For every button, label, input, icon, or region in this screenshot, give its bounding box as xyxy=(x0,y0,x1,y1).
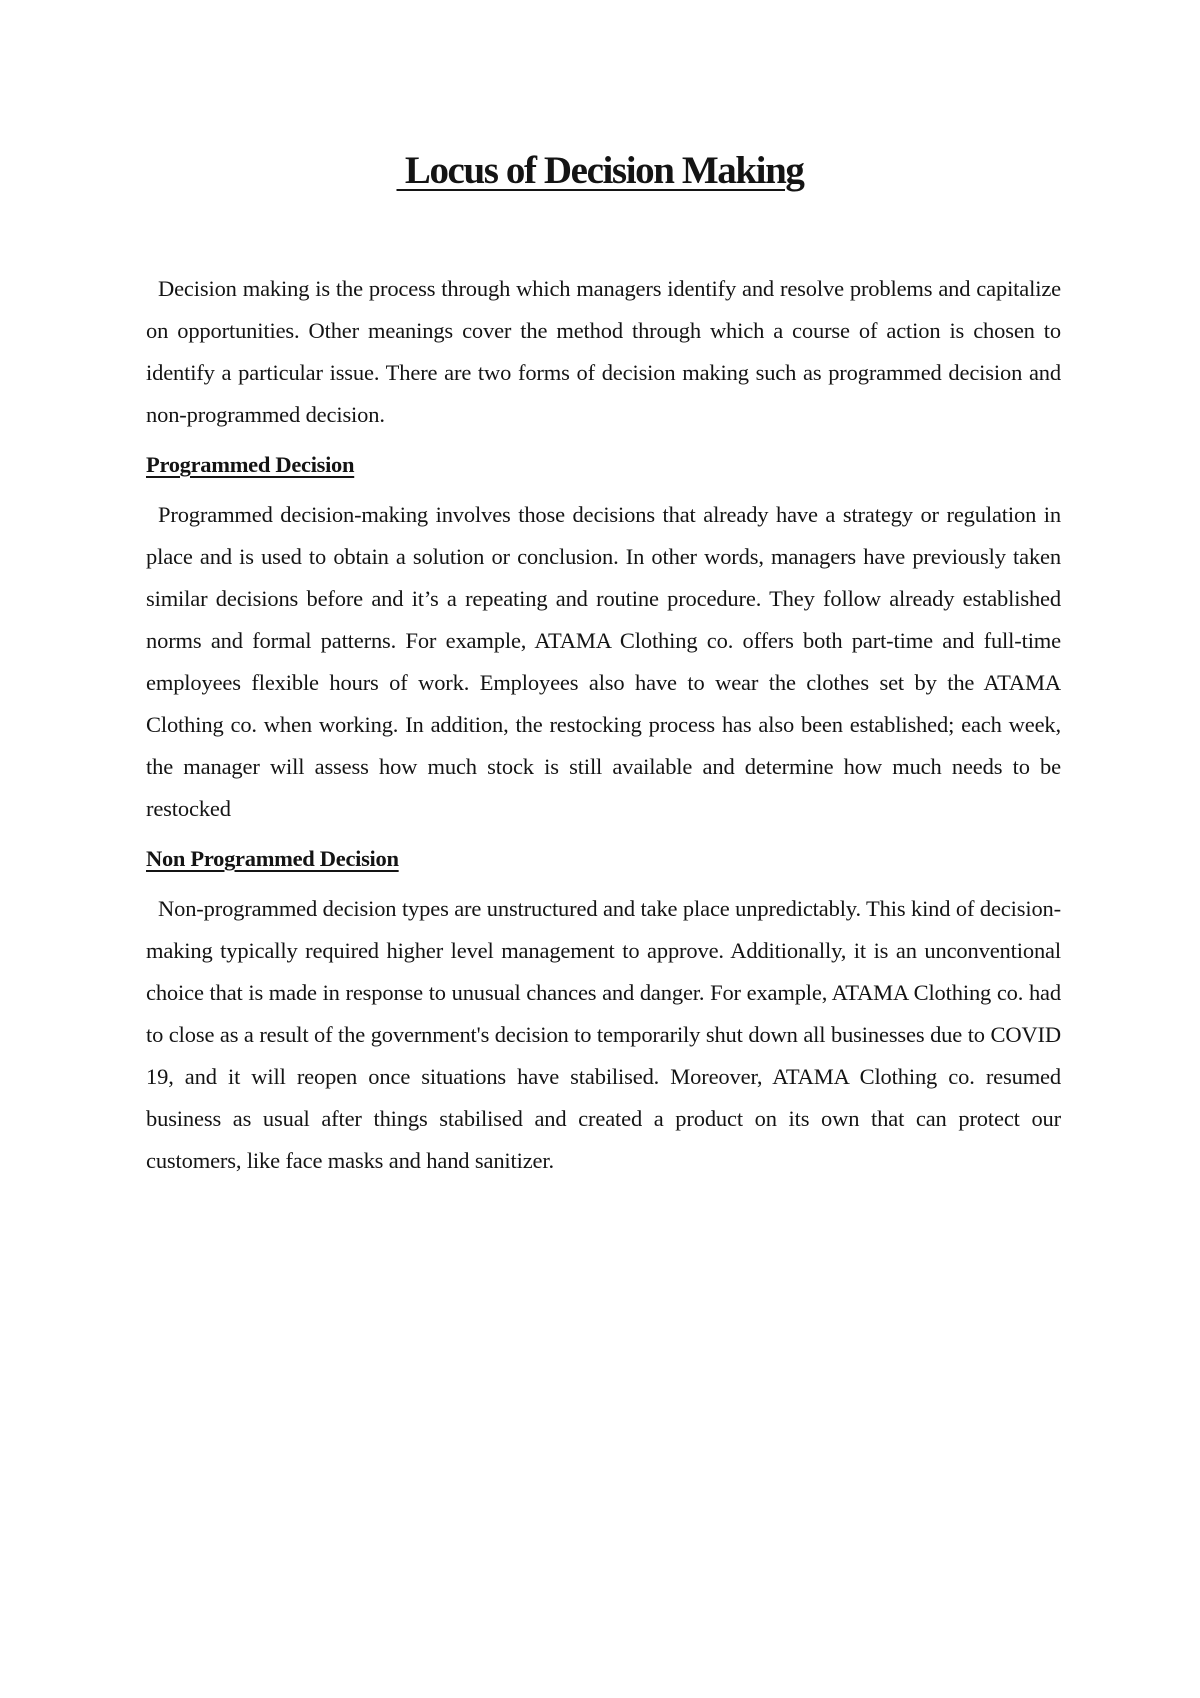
section-paragraph-non-programmed-decision: Non-programmed decision types are unstructured and take place unpredictably. This kind of decision-making typically required higher level management to approve. Additionally, it is an unconventional choice that is made in response to unusual chances and danger. For example, ATAMA Clothing co. had to close as a result of the government's decision to temporarily shut down all businesses due to COVID 19, and it will reopen once situations have stabilised. Moreover, ATAMA Clothing co. resumed business as usual after things stabilised and created a product on its own that can protect our customers, like face masks and hand sanitizer. xyxy=(146,896,1061,1173)
section-heading-programmed-decision: Programmed Decision xyxy=(146,452,355,477)
page-title-text: Locus of Decision Making xyxy=(396,149,804,192)
page-title xyxy=(0,146,1200,196)
intro-paragraph: Decision making is the process through which managers identify and resolve problems and capitalize on opportunities. Other meanings cover the method through which a course of action is chosen to identify a particular issue. There are two forms of decision making such as programmed decision and non-programmed decision. xyxy=(146,276,1061,427)
document-body xyxy=(146,268,1061,1182)
section-paragraph-programmed-decision: Programmed decision-making involves those decisions that already have a strategy or regulation in place and is used to obtain a solution or conclusion. In other words, managers have previously taken similar decisions before and it’s a repeating and routine procedure. They follow already established norms and formal patterns. For example, ATAMA Clothing co. offers both part-time and full-time employees flexible hours of work. Employees also have to wear the clothes set by the ATAMA Clothing co. when working. In addition, the restocking process has also been established; each week, the manager will assess how much stock is still available and determine how much needs to be restocked xyxy=(146,502,1061,821)
section-heading-non-programmed-decision: Non Programmed Decision xyxy=(146,846,399,871)
